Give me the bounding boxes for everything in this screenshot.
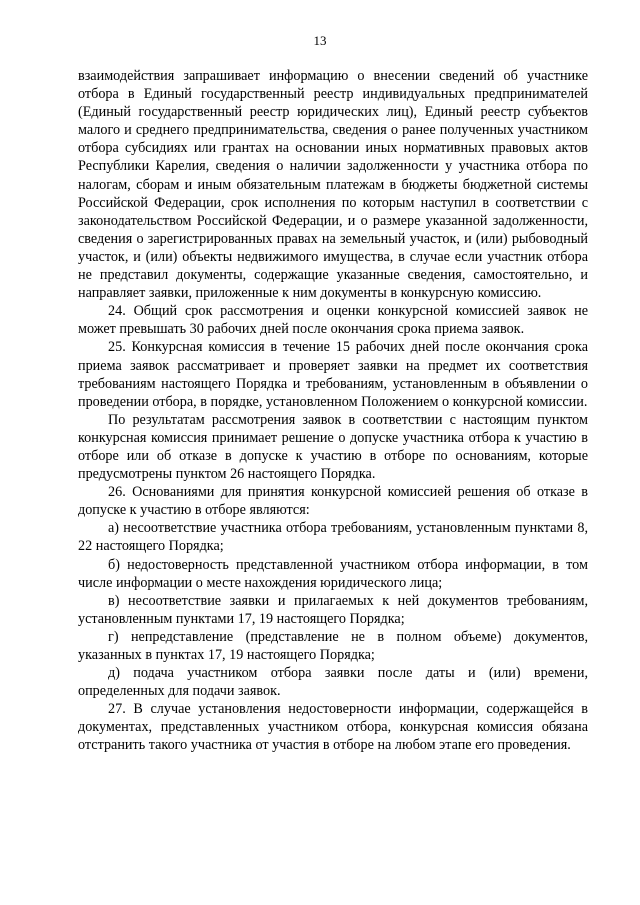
- paragraph-26-item-v: в) несоответствие заявки и прилагаемых к ней документов требованиям, установленным пунктами 17, 19 настоящего Порядка;: [78, 592, 588, 627]
- paragraph-continuation: взаимодействия запрашивает информацию о внесении сведений об участнике отбора в Единый государственный реестр индивидуальных предпринимателей (Единый государственный реестр юридических лиц), Единый реестр субъектов малого и среднего предпринимательства, сведения о ранее полученных участником отбора субсидиях или грантах на основании иных нормативных правовых актов Республики Карелия, сведения о наличии задолженности у участника отбора по налогам, сборам и иным обязательным платежам в бюджеты бюджетной системы Российской Федерации, срок исполнения по которым наступил в соответствии с законодательством Российской Федерации, и о размере указанной задолженности, сведения о зарегистрированных правах на земельный участок, и (или) рыбоводный участок, и (или) объекты недвижимого имущества, в случае если участник отбора не представил документы, содержащие указанные сведения, самостоятельно, и направляет заявки, приложенные к ним документы в конкурсную комиссию.: [78, 68, 588, 302]
- paragraph-24: 24. Общий срок рассмотрения и оценки конкурсной комиссией заявок не может превышать 30 рабочих дней после окончания срока приема заявок.: [78, 303, 588, 338]
- paragraph-25: 25. Конкурсная комиссия в течение 15 рабочих дней после окончания срока приема заявок рассматривает и проверяет заявки на предмет их соответствия требованиям настоящего Порядка и требованиям, установленным в объявлении о проведении отбора, в порядке, установленном Положением о конкурсной комиссии.: [78, 339, 588, 410]
- paragraph-26-item-g: г) непредставление (представление не в полном объеме) документов, указанных в пунктах 17, 19 настоящего Порядка;: [78, 628, 588, 663]
- paragraph-26-item-a: а) несоответствие участника отбора требованиям, установленным пунктами 8, 22 настоящего Порядка;: [78, 520, 588, 555]
- page-number: 13: [313, 33, 327, 48]
- paragraph-26-item-d: д) подача участником отбора заявки после даты и (или) времени, определенных для подачи заявок.: [78, 665, 588, 700]
- paragraph-26-item-b: б) недостоверность представленной участником отбора информации, в том числе информации о месте нахождения юридического лица;: [78, 556, 588, 591]
- paragraph-27: 27. В случае установления недостоверности информации, содержащейся в документах, представленных участником отбора, конкурсная комиссия обязана отстранить такого участника от участия в отборе на любом этапе его проведения.: [78, 701, 588, 754]
- paragraph-25-results: По результатам рассмотрения заявок в соответствии с настоящим пунктом конкурсная комиссия принимает решение о допуске участника отбора к участию в отборе или об отказе в допуске к участию в отборе по основаниям, которые предусмотрены пунктом 26 настоящего Порядка.: [78, 411, 588, 483]
- paragraph-26: 26. Основаниями для принятия конкурсной комиссией решения об отказе в допуске к участию в отборе являются:: [78, 484, 588, 519]
- document-body: [78, 67, 588, 755]
